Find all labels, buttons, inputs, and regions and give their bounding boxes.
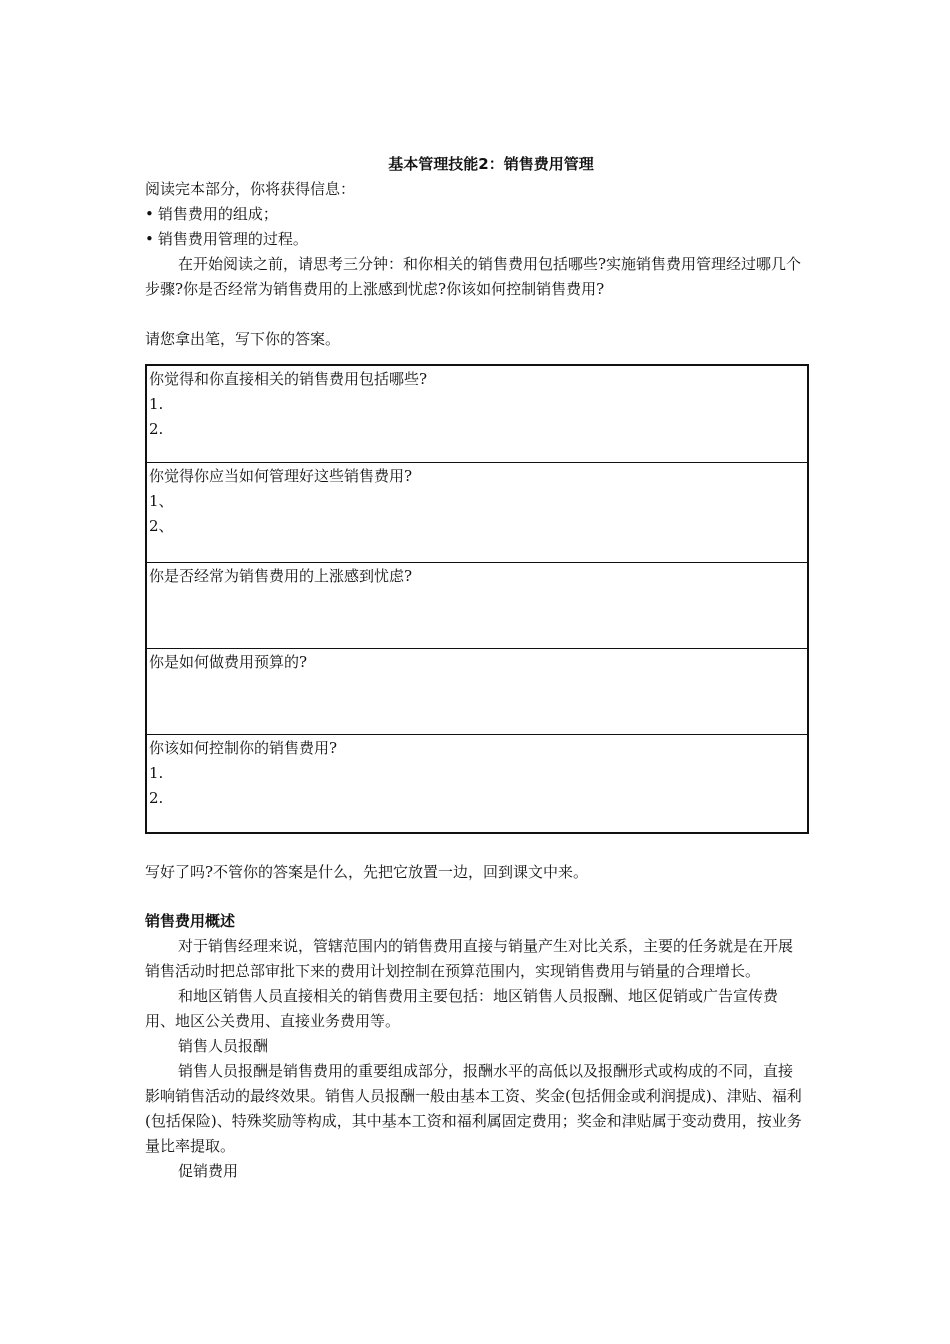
answer-line: 2. (149, 789, 164, 807)
intro-text: 阅读完本部分，你将获得信息： (145, 180, 356, 198)
answer-line: 2、 (149, 517, 174, 535)
subheading: 销售人员报酬 (178, 1037, 269, 1055)
after-table-text: 写好了吗?不管你的答案是什么，先把它放置一边，回到课文中来。 (145, 863, 589, 881)
question-table (145, 364, 809, 834)
question-text: 你是如何做费用预算的? (149, 653, 308, 671)
subheading: 促销费用 (178, 1162, 239, 1180)
question-text: 你是否经常为销售费用的上涨感到忧虑? (149, 567, 413, 585)
question-cell[interactable] (147, 462, 807, 562)
question-text: 你该如何控制你的销售费用? (149, 739, 338, 757)
question-cell[interactable] (147, 562, 807, 648)
answer-line: 2. (149, 420, 164, 438)
paragraph: 销售人员报酬是销售费用的重要组成部分，报酬水平的高低以及报酬形式或构成的不同，直接影响销售活动的最终效果。销售人员报酬一般由基本工资、奖金(包括佣金或利润提成)、津贴、福利(包括保险)、特殊奖励等构成，其中基本工资和福利属固定费用；奖金和津贴属于变动费用，按业务量比率提取。 (145, 1062, 802, 1155)
question-text: 你觉得和你直接相关的销售费用包括哪些? (149, 370, 428, 388)
answer-line: 1、 (149, 492, 174, 510)
think-paragraph: 在开始阅读之前，请思考三分钟：和你相关的销售费用包括哪些?实施销售费用管理经过哪几个步骤?你是否经常为销售费用的上涨感到忧虑?你该如何控制销售费用? (145, 255, 802, 298)
paragraph: 和地区销售人员直接相关的销售费用主要包括：地区销售人员报酬、地区促销或广告宣传费用、地区公关费用、直接业务费用等。 (145, 987, 779, 1030)
page-title: 基本管理技能2：销售费用管理 (388, 155, 594, 173)
section-title: 销售费用概述 (145, 912, 236, 930)
question-cell[interactable] (147, 366, 807, 462)
bullet-item: • 销售费用的组成； (145, 202, 807, 227)
question-cell[interactable] (147, 648, 807, 734)
pen-prompt: 请您拿出笔，写下你的答案。 (145, 330, 341, 348)
answer-line: 1. (149, 395, 164, 413)
paragraph: 对于销售经理来说，管辖范围内的销售费用直接与销量产生对比关系，主要的任务就是在开展销售活动时把总部审批下来的费用计划控制在预算范围内，实现销售费用与销量的合理增长。 (145, 937, 794, 980)
question-text: 你觉得你应当如何管理好这些销售费用? (149, 467, 413, 485)
question-cell[interactable] (147, 734, 807, 832)
answer-line: 1. (149, 764, 164, 782)
document-body (145, 152, 807, 1184)
bullet-item: • 销售费用管理的过程。 (145, 227, 807, 252)
